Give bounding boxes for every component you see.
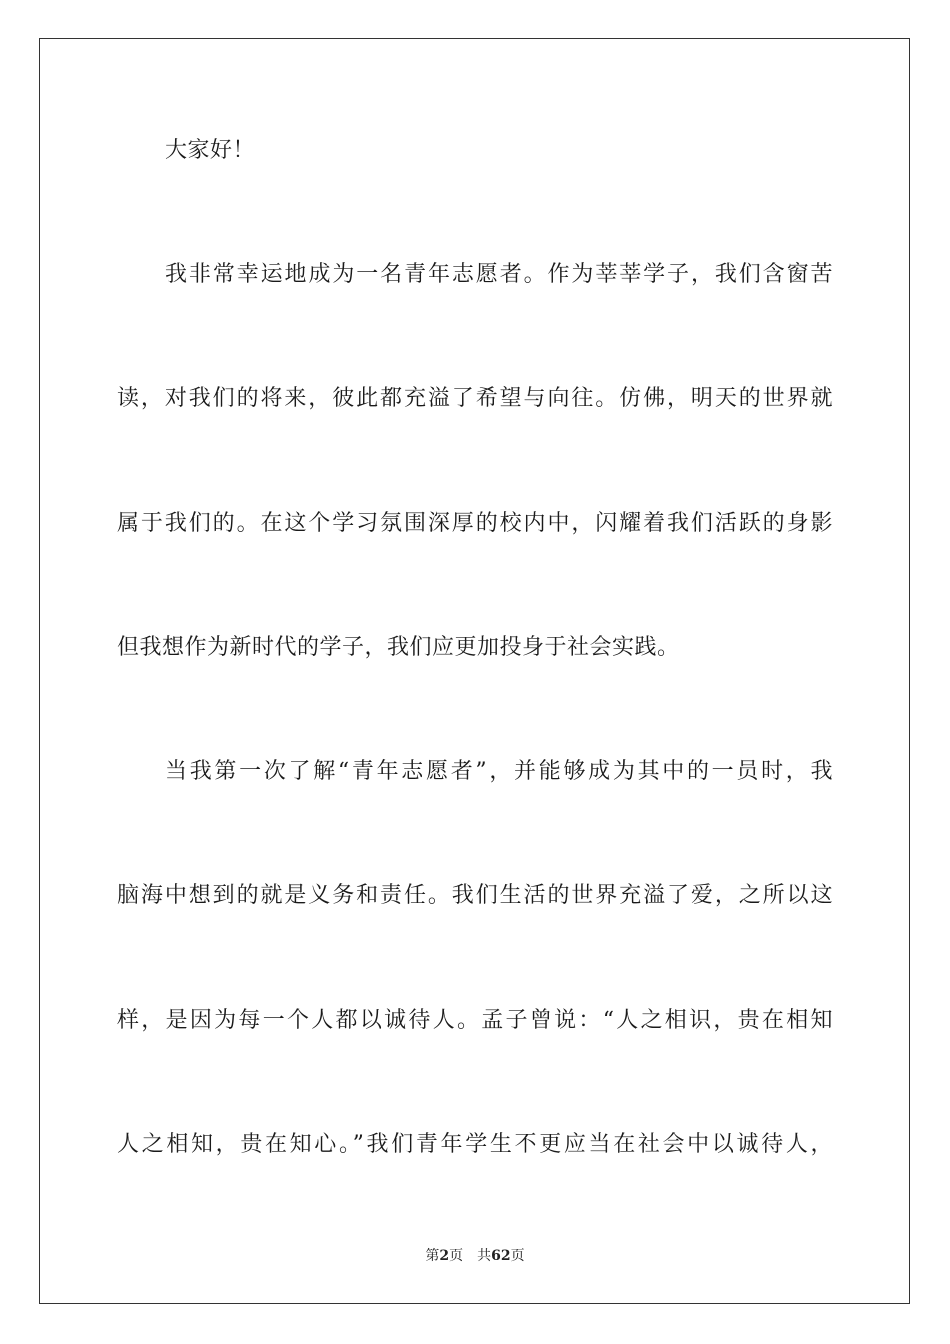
total-pages: 62 <box>491 1248 511 1264</box>
page-number: 2 <box>439 1248 450 1264</box>
page-footer <box>0 1246 950 1266</box>
page-suffix: 页 <box>449 1248 464 1264</box>
page-frame <box>39 38 910 1304</box>
page-prefix: 第 <box>425 1248 440 1264</box>
paragraph-1-line-2: 读，对我们的将来，彼此都充溢了希望与向往。仿佛，明天的世界就 <box>117 386 833 411</box>
paragraph-2-line-4: 人之相知，贵在知心。”我们青年学生不更应当在社会中以诚待人， <box>117 1132 833 1157</box>
total-prefix: 共 <box>477 1248 492 1264</box>
greeting-line: 大家好！ <box>165 138 256 163</box>
paragraph-1-line-1: 我非常幸运地成为一名青年志愿者。作为莘莘学子，我们含窗苦 <box>165 262 833 287</box>
paragraph-1-line-4: 但我想作为新时代的学子，我们应更加投身于社会实践。 <box>117 635 680 660</box>
paragraph-2-line-3: 样，是因为每一个人都以诚待人。孟子曾说：“人之相识，贵在相知 <box>117 1008 833 1033</box>
paragraph-1-line-3: 属于我们的。在这个学习氛围深厚的校内中，闪耀着我们活跃的身影 <box>117 511 833 536</box>
total-suffix: 页 <box>510 1248 525 1264</box>
paragraph-2-line-2: 脑海中想到的就是义务和责任。我们生活的世界充溢了爱，之所以这 <box>117 883 833 908</box>
paragraph-2-line-1: 当我第一次了解“青年志愿者”，并能够成为其中的一员时，我 <box>165 759 833 784</box>
